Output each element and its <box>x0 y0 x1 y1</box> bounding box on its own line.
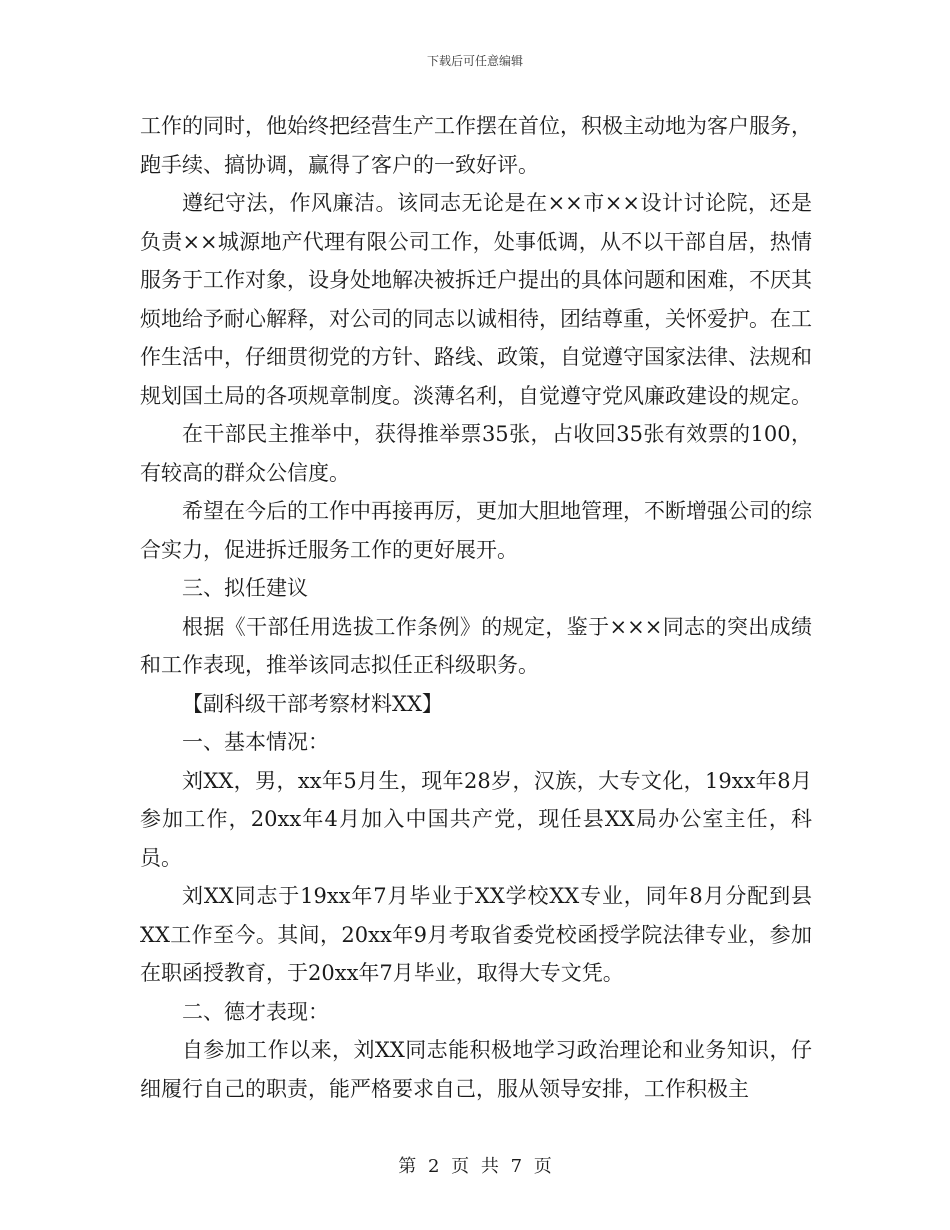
page-number: 第 2 页 共 7 页 <box>398 1156 552 1177</box>
page-header-note: 下载后可任意编辑 <box>426 54 523 68</box>
paragraph-basic-info: 刘XX，男，xx年5月生，现年28岁，汉族，大专文化，19xx年8月参加工作，20xx年4月加入中国共产党，现任县XX局办公室主任，科员。 <box>140 768 812 870</box>
paragraph-recommendation: 根据《干部任用选拔工作条例》的规定，鉴于×××同志的突出成绩和工作表现，推举该同志拟任正科级职务。 <box>140 614 812 677</box>
section-title: 【副科级干部考察材料XX】 <box>182 691 443 716</box>
heading-recommendation: 三、拟任建议 <box>182 576 308 600</box>
paragraph-hope: 希望在今后的工作中再接再厉，更加大胆地管理，不断增强公司的综合实力，促进拆迁服务工作的更好展开。 <box>140 499 812 562</box>
paragraph-continuation: 工作的同时，他始终把经营生产工作摆在首位，积极主动地为客户服务，跑手续、搞协调，赢得了客户的一致好评。 <box>140 114 812 177</box>
document-body <box>140 107 812 1108</box>
paragraph-integrity: 遵纪守法，作风廉洁。该同志无论是在××市××设计讨论院，还是负责××城源地产代理有限公司工作，处事低调，从不以干部自居，热情服务于工作对象，设身处地解决被拆迁户提出的具体问题和困难，不厌其烦地给予耐心解释，对公司的同志以诚相待，团结尊重，关怀爱护。在工作生活中，仔细贯彻党的方针、路线、政策，自觉遵守国家法律、法规和规划国土局的各项规章制度。淡薄名利，自觉遵守党风廉政建设的规定。 <box>140 191 812 408</box>
heading-basic-info: 一、基本情况： <box>182 730 329 754</box>
heading-performance: 二、德才表现： <box>182 999 329 1024</box>
paragraph-performance: 自参加工作以来，刘XX同志能积极地学习政治理论和业务知识，仔细履行自己的职责，能严格要求自己，服从领导安排，工作积极主 <box>140 1038 812 1101</box>
paragraph-education: 刘XX同志于19xx年7月毕业于XX学校XX专业，同年8月分配到县XX工作至今。其间，20xx年9月考取省委党校函授学院法律专业，参加在职函授教育，于20xx年7月毕业，取得大专文凭。 <box>140 884 812 985</box>
paragraph-vote: 在干部民主推举中，获得推举票35张，占收回35张有效票的100，有较高的群众公信度。 <box>140 422 812 485</box>
